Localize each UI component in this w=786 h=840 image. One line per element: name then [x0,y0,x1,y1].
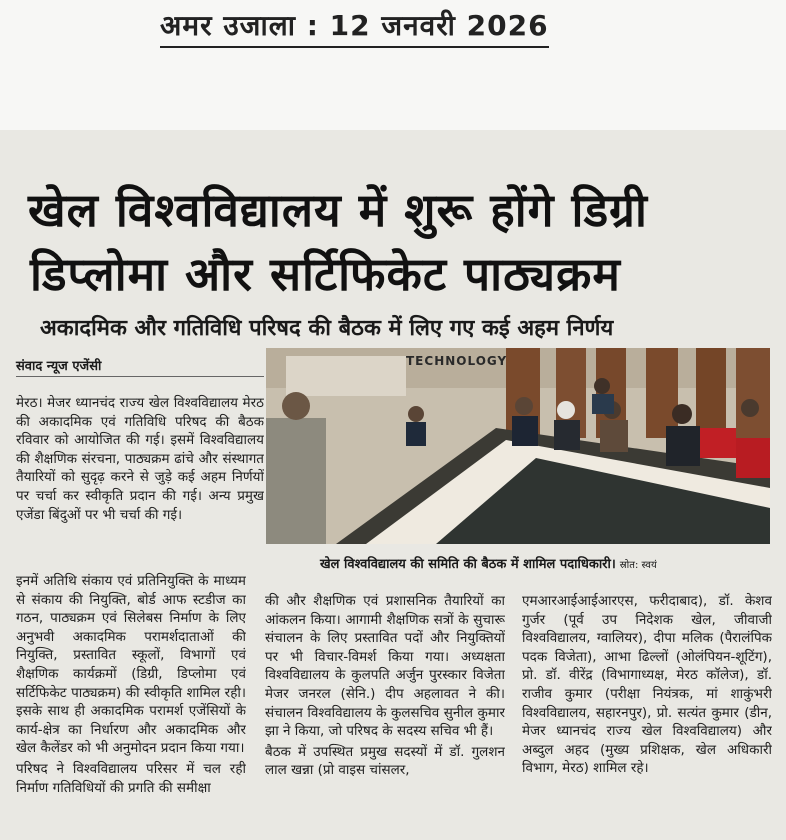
photo-sign-text: TECHNOLOGY [406,354,508,368]
paragraph-3: परिषद ने विश्वविद्यालय परिसर में चल रही निर्माण गतिविधियों की प्रगति की समीक्षा [16,760,246,796]
byline: संवाद न्यूज एजेंसी [16,359,102,374]
meeting-photo [266,348,770,544]
masthead-area [0,0,786,130]
column-2-paragraph-1: की और शैक्षणिक एवं प्रशासनिक तैयारियों का आंकलन किया। आगामी शैक्षणिक सत्रों के सुचारू संचालन के लिए प्रस्तावित पदों और नियुक्तियों पर भी विचार-विमर्श किया गया। अध्यक्षता विश्वविद्यालय के कुलपति अर्जुन पुरस्कार विजेता मेजर जनरल (सेनि.) दीप अहलावत ने की। संचालन विश्वविद्यालय के कुलसचिव सुनील कुमार झा ने किया, जो परिषद के सदस्य सचिव भी हैं। [265,593,505,740]
column-3 [522,592,772,840]
paragraph-2: इनमें अतिथि संकाय एवं प्रतिनियुक्ति के माध्यम से संकाय की नियुक्ति, बोर्ड आफ स्टडीज का गठन, पाठ्यक्रम एवं सिलेबस निर्माण के लिए अनुभवी अकादमिक परामर्शदाताओं की नियुक्ति, प्रस्तावित स्कूलों, विभागों एवं शैक्षणिक कार्यक्रमों (डिग्री, डिप्लोमा एवं सर्टिफिकेट पाठ्यक्रम) की स्वीकृति शामिल रही। इसके साथ ही अकादमिक परामर्श एजेंसियों के कार्य-क्षेत्र का निर्धारण और अकादमिक और खेल कैलेंडर को भी अनुमोदन प्रदान किया गया। [16,573,246,757]
photo-caption [320,554,657,572]
column-2-paragraph-2: बैठक में उपस्थित प्रमुख सदस्यों में डॉ. गुलशन लाल खन्ना (प्रो वाइस चांसलर, [265,743,505,779]
subheadline: अकादमिक और गतिविधि परिषद की बैठक में लिए गए कई अहम निर्णय [40,316,614,341]
column-1-lead [16,394,264,568]
photo-credit: स्रोत: स्वयं [619,560,657,571]
lead-paragraph: मेरठ। मेजर ध्यानचंद राज्य खेल विश्वविद्यालय मेरठ की अकादमिक एवं गतिविधि परिषद की बैठक रविवार को आयोजित की गई। इसमें विश्वविद्यालय की शैक्षणिक संरचना, पाठ्यक्रम ढांचे और संस्थागत तैयारियों को सुदृढ़ करने से जुड़े कई अहम निर्णयों पर चर्चा कर स्वीकृति प्रदान की गई। अन्य प्रमुख एजेंडा बिंदुओं पर भी चर्चा की गई। [16,395,264,523]
headline-line-1: खेल विश्वविद्यालय में शुरू होंगे डिग्री [28,183,648,237]
masthead-title: अमर उजाला : 12 जनवरी 2026 [160,6,549,48]
column-1-continued [16,572,246,840]
column-3-paragraph: एमआरआईआईआरएस, फरीदाबाद), डॉ. केशव गुर्जर (पूर्व उप निदेशक खेल, जीवाजी विश्वविद्यालय, ग्वालियर), दीपा मलिक (पैरालंपिक पदक विजेता), आभा ढिल्लों (ओलंपियन-शूटिंग), प्रो. डॉ. वीरेंद्र (विभागाध्यक्ष, मेरठ कॉलेज), डॉ. राजीव कुमार (परीक्षा नियंत्रक, मां शाकुंभरी विश्वविद्यालय, सहारनपुर), प्रो. सत्यंत कुमार (डीन, मेजर ध्यानचंद राज्य खेल विश्वविद्यालय) और अब्दुल अहद (मुख्य प्रशिक्षक, खेल अधिकारी विभाग, मेरठ) शामिल रहे। [522,593,772,777]
meeting-photo-illustration [266,348,770,544]
headline-line-2: डिप्लोमा और सर्टिफिकेट पाठ्यक्रम [30,247,621,301]
newspaper-clipping [0,130,786,840]
column-2 [265,592,505,840]
photo-caption-text: खेल विश्वविद्यालय की समिति की बैठक में शामिल पदाधिकारी। [320,557,616,572]
byline-rule [16,376,264,377]
